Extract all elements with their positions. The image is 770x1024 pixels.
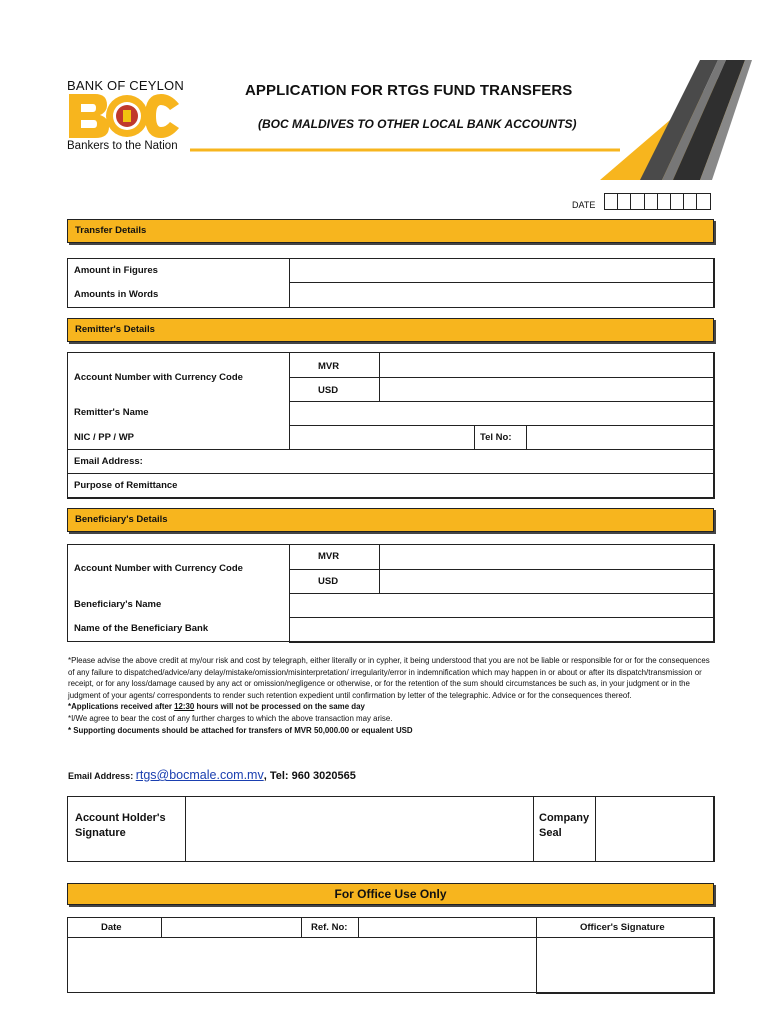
date-label: DATE — [572, 200, 596, 210]
logo-tagline: Bankers to the Nation — [67, 140, 178, 152]
seal-label-line2: Seal — [539, 827, 562, 839]
beneficiary-bank-field[interactable] — [289, 617, 715, 643]
remitter-tel-label: Tel No: — [480, 432, 512, 443]
boc-logo — [67, 92, 182, 140]
officer-signature-label: Officer's Signature — [580, 922, 665, 933]
logo-bank-name: BANK OF CEYLON — [67, 78, 184, 93]
cutoff-note-b: hours will not be processed on the same day — [194, 702, 365, 712]
remitter-email-label: Email Address: — [74, 456, 143, 467]
cutoff-note-a: *Applications received after — [68, 702, 175, 712]
remitter-name-label: Remitter's Name — [74, 407, 149, 418]
date-box[interactable] — [670, 193, 684, 210]
amount-words-field[interactable] — [289, 282, 715, 308]
company-seal-label — [539, 811, 589, 841]
cutoff-time: 12:30 — [174, 702, 195, 712]
office-use-header: For Office Use Only — [67, 883, 714, 905]
officer-signature-field[interactable] — [536, 937, 715, 994]
terms-notes — [68, 655, 718, 736]
date-box[interactable] — [644, 193, 658, 210]
date-box[interactable] — [683, 193, 697, 210]
contact-email-link[interactable]: rtgs@bocmale.com.mv — [135, 768, 264, 782]
signature-label-line1: Account Holder's — [75, 812, 166, 824]
remitter-purpose-label: Purpose of Remittance — [74, 480, 178, 491]
remitter-email-row[interactable] — [67, 449, 715, 474]
date-box[interactable] — [696, 193, 710, 210]
date-box[interactable] — [630, 193, 644, 210]
office-date-field[interactable] — [161, 917, 302, 938]
remitter-name-field[interactable] — [289, 401, 715, 426]
amount-figures-field[interactable] — [289, 258, 715, 283]
office-date-label: Date — [101, 922, 122, 933]
seal-label-line1: Company — [539, 812, 590, 824]
contact-email-label: Email Address: — [68, 771, 136, 781]
beneficiary-bank-label: Name of the Beneficiary Bank — [74, 623, 209, 634]
account-holder-signature-label — [75, 811, 166, 841]
amount-figures-label: Amount in Figures — [74, 265, 158, 276]
remitter-mvr-label: MVR — [318, 361, 340, 372]
remitter-usd-label: USD — [318, 385, 339, 396]
account-holder-signature-field[interactable] — [185, 796, 534, 862]
terms-paragraph: *Please advise the above credit at my/our risk and cost by telegraph, either literally or in cypher, it being understood that you are not be liable or responsible for or for the consequences of any failure to dispatched/advice/any delay/mistake/omission/misinterpretation/ irregularity/error in indemnification which may happen in or about or after its dispatch/transmission or receipt, or for any loss/damage caused by any act or omission/negligence or otherwise, or for the retention of the sum should circumstances be such as, in your judgment or in the judgment of your agents/ correspondents to render such retention expedient until confirmation by letter of the telegraphic. Advice or for the consequences thereof. — [68, 656, 710, 700]
beneficiary-account-label: Account Number with Currency Code — [74, 563, 243, 574]
beneficiary-usd-label: USD — [318, 576, 339, 587]
remitter-nic-field[interactable] — [289, 425, 475, 450]
beneficiary-name-field[interactable] — [289, 593, 715, 618]
beneficiary-mvr-account-field[interactable] — [379, 544, 715, 570]
date-box[interactable] — [604, 193, 618, 210]
office-ref-field[interactable] — [358, 917, 537, 938]
company-seal-field[interactable] — [595, 796, 715, 862]
remitter-nic-label: NIC / PP / WP — [74, 432, 135, 443]
beneficiary-mvr-label: MVR — [318, 551, 340, 562]
remitter-mvr-account-field[interactable] — [379, 352, 715, 378]
date-input-boxes[interactable] — [605, 193, 711, 210]
section-transfer-details: Transfer Details — [67, 219, 714, 243]
cutoff-note — [68, 701, 718, 713]
date-box[interactable] — [657, 193, 671, 210]
signature-label-line2: Signature — [75, 827, 126, 839]
remitter-usd-account-field[interactable] — [379, 377, 715, 402]
contact-tel: , Tel: 960 3020565 — [263, 770, 356, 782]
date-box[interactable] — [617, 193, 631, 210]
charges-note: *I/We agree to bear the cost of any further charges to which the above transaction may arise. — [68, 713, 393, 723]
remitter-account-label: Account Number with Currency Code — [74, 372, 243, 383]
transfer-table — [67, 258, 714, 308]
section-remitter-details: Remitter's Details — [67, 318, 714, 342]
form-title: APPLICATION FOR RTGS FUND TRANSFERS — [245, 82, 573, 99]
form-subtitle: (BOC MALDIVES TO OTHER LOCAL BANK ACCOUNTS) — [258, 117, 577, 131]
office-ref-label: Ref. No: — [311, 922, 348, 933]
contact-line — [68, 768, 356, 782]
section-beneficiary-details: Beneficiary's Details — [67, 508, 714, 532]
beneficiary-usd-account-field[interactable] — [379, 569, 715, 594]
beneficiary-name-label: Beneficiary's Name — [74, 599, 162, 610]
documents-note: * Supporting documents should be attached for transfers of MVR 50,000.00 or equalent USD — [68, 725, 413, 735]
amount-words-label: Amounts in Words — [74, 289, 159, 300]
remitter-tel-field[interactable] — [526, 425, 715, 450]
